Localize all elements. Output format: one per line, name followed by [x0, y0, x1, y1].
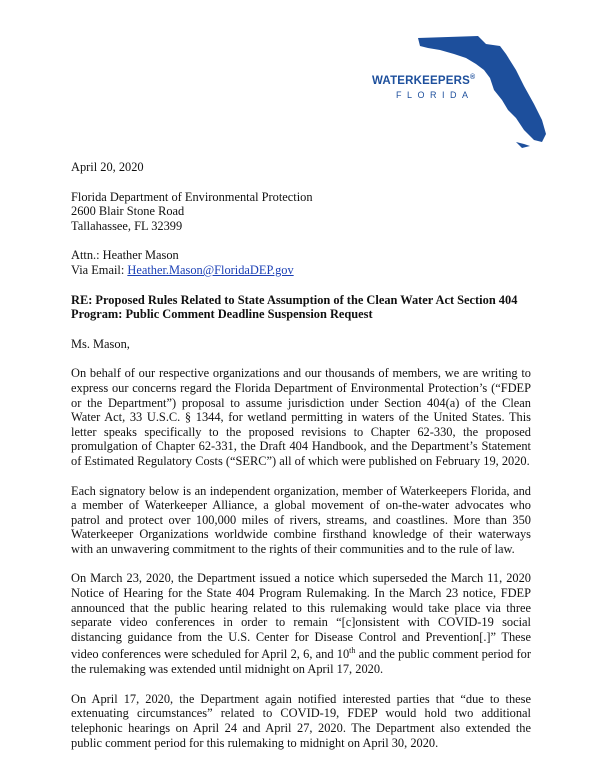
recipient-org: Florida Department of Environmental Protection [71, 189, 313, 204]
email-link[interactable]: Heather.Mason@FloridaDEP.gov [127, 262, 294, 277]
recipient-address [71, 190, 531, 234]
paragraph-3: On March 23, 2020, the Department issued a notice which superseded the March 11, 2020 Notice of Hearing for the State 404 Program Rulemaking. In the March 23 notice, FDEP announced that the public hearing related to this rulemaking would take place via three separate video conferences in order to remain “[c]onsistent with COVID-19 social distancing guidance from the U.S. Center for Disease Control and Prevention[.]” These video conferences were scheduled for April 2, 6, and 10th and the public comment period for the rulemaking was extended until midnight on April 17, 2020. [71, 571, 532, 677]
attention-block [71, 248, 531, 277]
paragraph-2: Each signatory below is an independent organization, member of Waterkeepers Florida, and a member of Waterkeeper Alliance, a global movement of on-the-water advocates who patrol and protect over 100,000 miles of rivers, streams, and coastlines. More than 350 Waterkeeper Organizations worldwide combine firsthand knowledge of their waterways with an unwavering commitment to the rights of their communities and to the rule of law. [71, 483, 531, 556]
paragraph-4: On April 17, 2020, the Department again notified interested parties that “due to these extenuating circumstances” related to COVID-19, FDEP would hold two additional telephonic hearings on April 24 and April 27, 2020. The Department also extended the public comment period for this rulemaking to midnight on April 30, 2020. [71, 691, 531, 750]
attention-line: Attn.: Heather Mason [71, 248, 179, 263]
letter-body [71, 160, 531, 765]
letter-date: April 20, 2020 [71, 160, 144, 174]
logo-subtitle: FLORIDA [396, 90, 474, 100]
waterkeepers-florida-logo [366, 30, 566, 150]
subject-line: RE: Proposed Rules Related to State Assumption of the Clean Water Act Section 404 Program: Public Comment Deadline Suspension Request [71, 292, 518, 322]
via-email-line: Via Email: Heather.Mason@FloridaDEP.gov [71, 262, 294, 277]
recipient-city: Tallahassee, FL 32399 [71, 218, 183, 233]
logo-title: WATERKEEPERS® [372, 74, 476, 87]
paragraph-1: On behalf of our respective organizations and our thousands of members, we are writing to express our concerns regard the Florida Department of Environmental Protection’s (“FDEP or the Department”) proposal to assume jurisdiction under Section 404(a) of the Clean Water Act, 33 U.S.C. § 1344, for wetland permitting in waters of the United States. This letter speaks specifically to the proposed revisions to Chapter 62-330, the proposed promulgation of Chapter 62-331, the Draft 404 Handbook, and the Department’s Statement of Estimated Regulatory Costs (“SERC”) all of which were published on February 19, 2020. [71, 366, 531, 468]
salutation: Ms. Mason, [71, 336, 130, 351]
recipient-street: 2600 Blair Stone Road [71, 204, 185, 219]
